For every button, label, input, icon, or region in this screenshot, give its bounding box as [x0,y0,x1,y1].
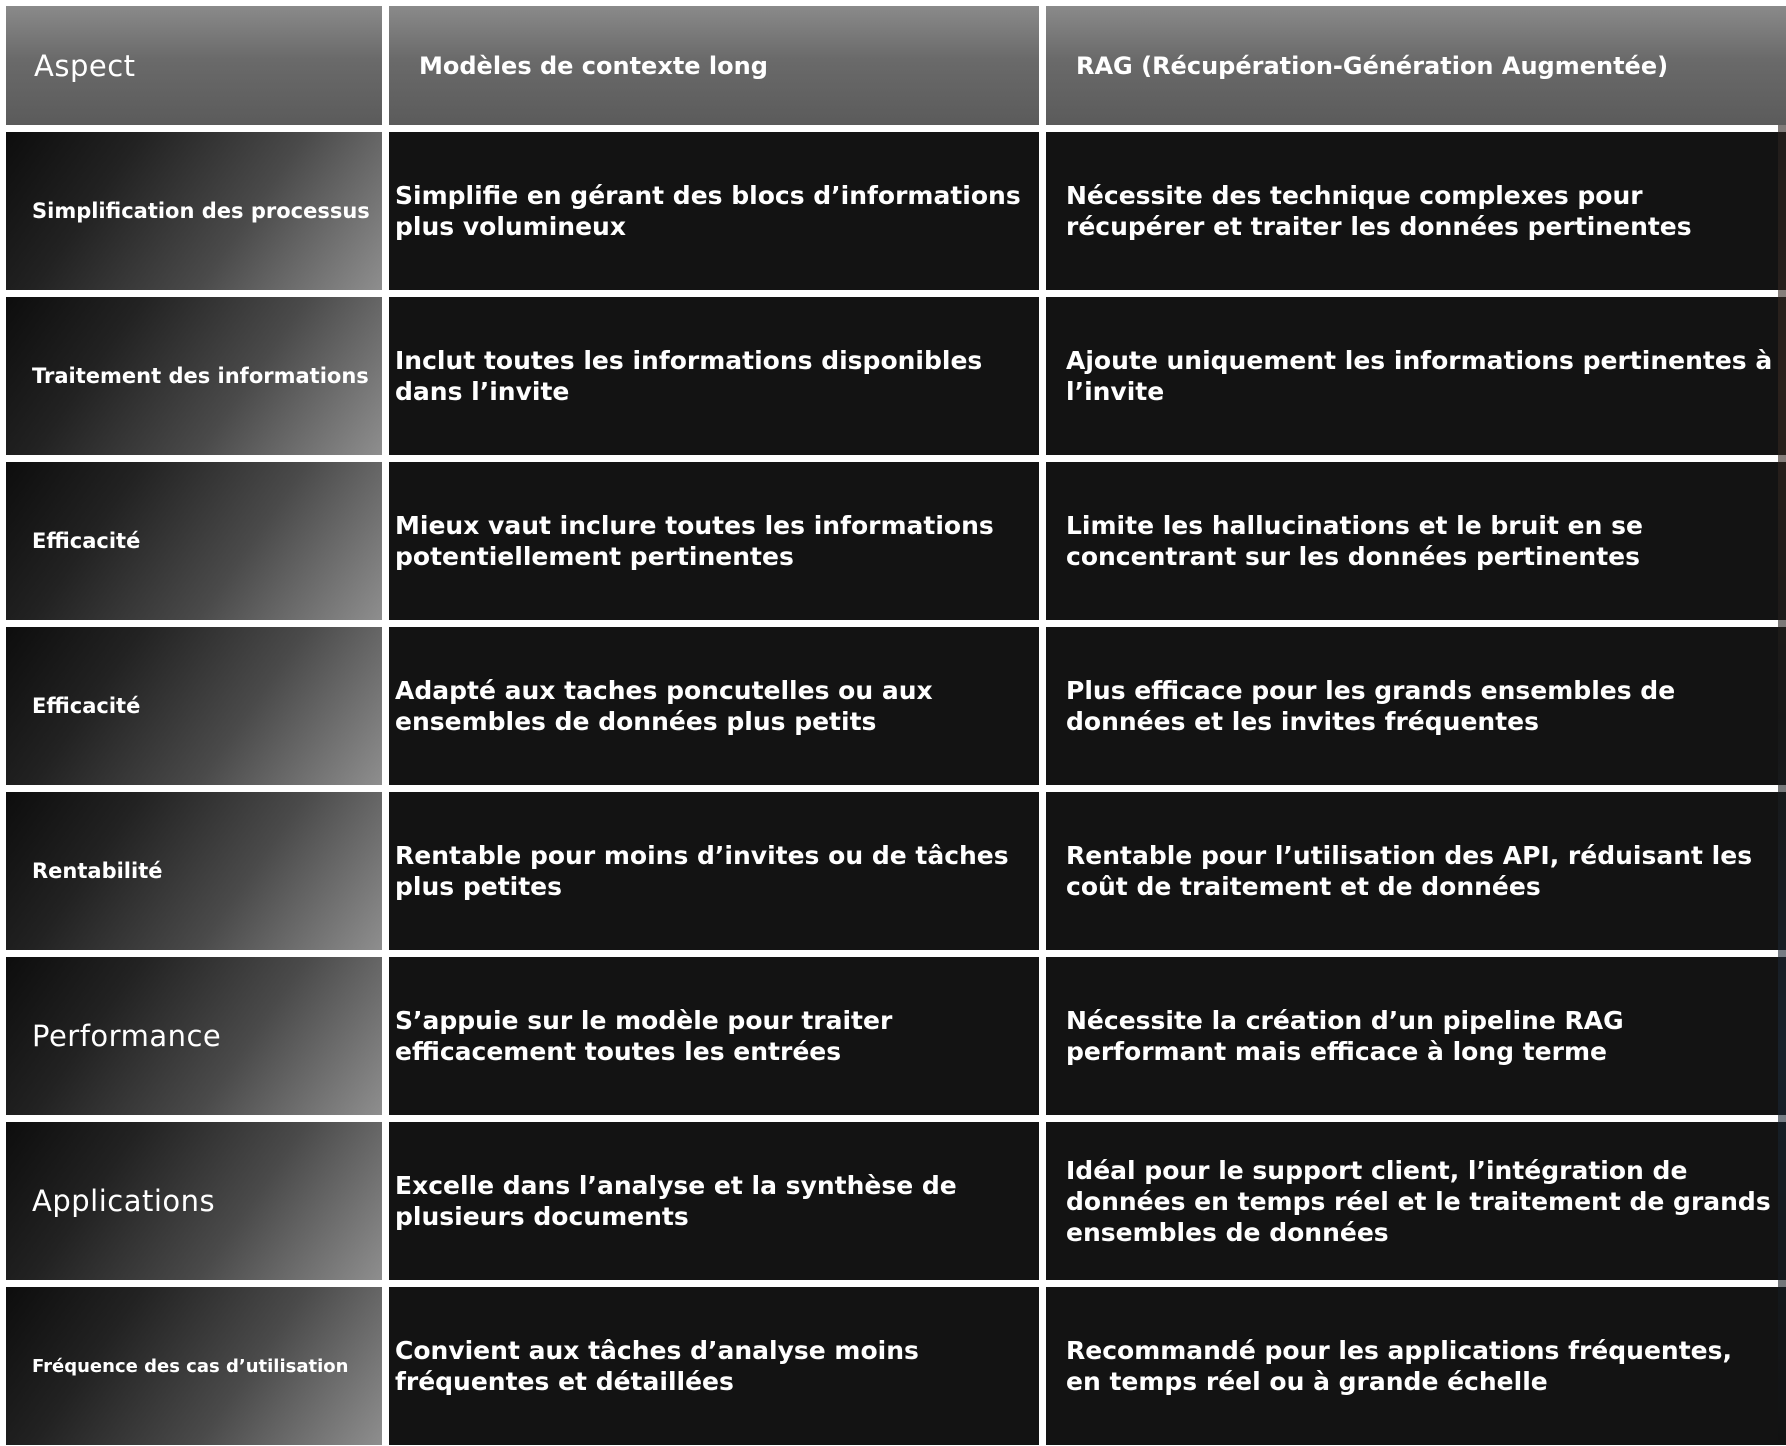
row-aspect-label: Applications [6,1122,382,1280]
cell-text: Recommandé pour les applications fréquentes, en temps réel ou à grande échelle [1066,1336,1732,1396]
row-aspect-label: Traitement des informations [6,297,382,455]
cell-text: Simplifie en gérant des blocs d’informations plus volumineux [395,181,1021,241]
row-rag-cell [1046,462,1786,620]
cell-text: Rentable pour moins d’invites ou de tâches plus petites [395,841,1009,901]
header-rag: RAG (Récupération-Génération Augmentée) [1046,6,1786,125]
comparison-table [6,6,1780,1440]
row-long-context-cell [389,957,1039,1115]
row-long-context-cell [389,132,1039,290]
header-long-context: Modèles de contexte long [389,6,1039,125]
cell-text: Plus efficace pour les grands ensembles de données et les invites fréquentes [1066,676,1676,736]
header-aspect: Aspect [6,6,382,125]
row-long-context-cell [389,627,1039,785]
row-rag-cell [1046,132,1786,290]
cell-text: Excelle dans l’analyse et la synthèse de plusieurs documents [395,1171,957,1231]
row-aspect-label: Fréquence des cas d’utilisation [6,1287,382,1445]
row-aspect-label: Efficacité [6,627,382,785]
cell-text: Inclut toutes les informations disponibles dans l’invite [395,346,983,406]
cell-text: Nécessite la création d’un pipeline RAG performant mais efficace à long terme [1066,1006,1624,1066]
cell-text: Mieux vaut inclure toutes les informations potentiellement pertinentes [395,511,994,571]
row-aspect-label: Simplification des processus [6,132,382,290]
row-rag-cell [1046,297,1786,455]
row-long-context-cell [389,1287,1039,1445]
cell-text: S’appuie sur le modèle pour traiter efficacement toutes les entrées [395,1006,893,1066]
row-long-context-cell [389,1122,1039,1280]
row-rag-cell [1046,957,1786,1115]
cell-text: Nécessite des technique complexes pour récupérer et traiter les données pertinentes [1066,181,1692,241]
row-long-context-cell [389,792,1039,950]
cell-text: Adapté aux taches poncutelles ou aux ensembles de données plus petits [395,676,933,736]
row-rag-cell [1046,792,1786,950]
cell-text: Idéal pour le support client, l’intégration de données en temps réel et le traitement de grands ensembles de données [1066,1155,1771,1247]
row-rag-cell [1046,1287,1786,1445]
row-aspect-label: Performance [6,957,382,1115]
row-rag-cell [1046,1122,1786,1280]
cell-text: Ajoute uniquement les informations pertinentes à l’invite [1066,346,1773,406]
cell-text: Limite les hallucinations et le bruit en se concentrant sur les données pertinentes [1066,511,1643,571]
row-rag-cell [1046,627,1786,785]
cell-text: Rentable pour l’utilisation des API, réduisant les coût de traitement et de données [1066,841,1753,901]
row-aspect-label: Rentabilité [6,792,382,950]
row-long-context-cell [389,462,1039,620]
row-aspect-label: Efficacité [6,462,382,620]
row-long-context-cell [389,297,1039,455]
cell-text: Convient aux tâches d’analyse moins fréquentes et détaillées [395,1336,919,1396]
right-edge-decoration [1778,125,1786,1440]
